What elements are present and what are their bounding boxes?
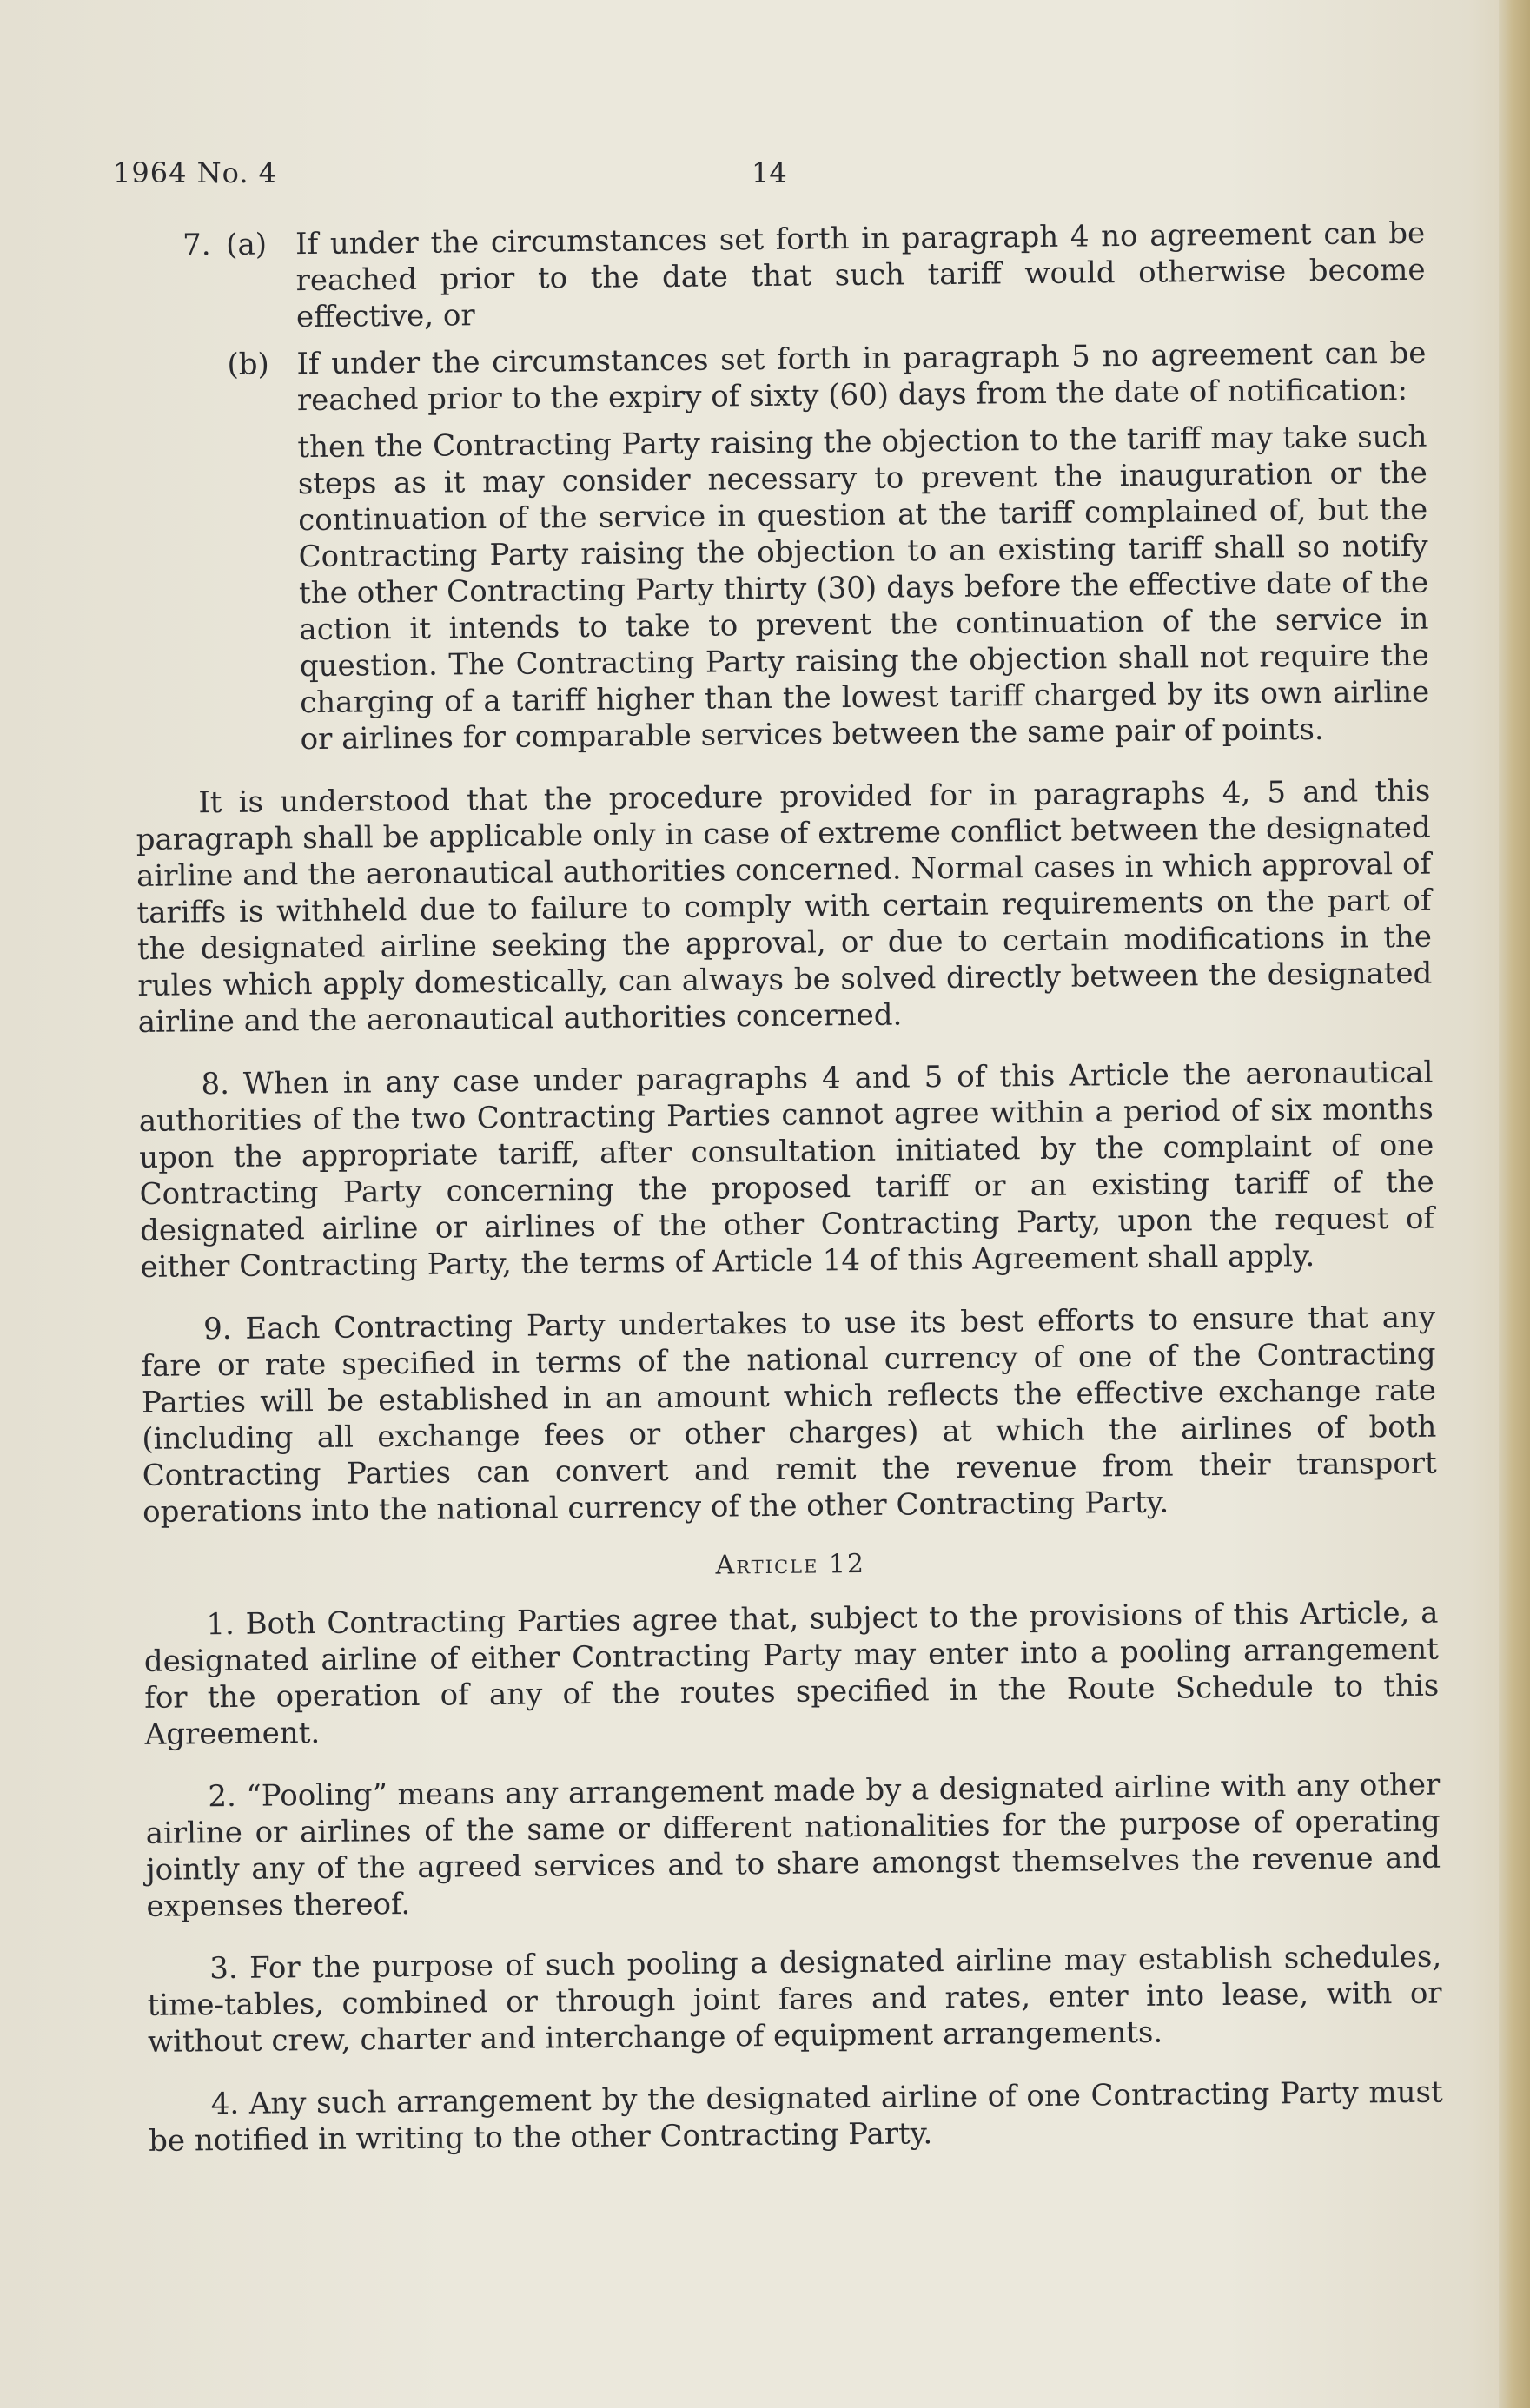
- paragraph-7a-text: If under the circumstances set forth in paragraph 4 no agreement can be reached prior to the date that such tariff would otherwise become effective, or: [295, 215, 1426, 335]
- paragraph-7-number: 7.: [182, 228, 211, 263]
- page-number: 14: [752, 156, 787, 189]
- article-12-paragraph-2: 2. “Pooling” means any arrangement made by a designated airline with any other airline or airlines of the same or different nationalities for the purpose of operating jointly any of the agreed services and to share amongst themselves the revenue and expenses thereof.: [145, 1767, 1441, 1924]
- paragraph-7a: [130, 215, 1426, 337]
- header-year-number: 1964 No. 4: [113, 156, 278, 189]
- page-body: [130, 215, 1443, 2160]
- article-12-paragraph-4: 4. Any such arrangement by the designated airline of one Contracting Party must be notified in writing to the other Contracting Party.: [148, 2074, 1443, 2159]
- paragraph-understood: It is understood that the procedure provided for in paragraphs 4, 5 and this paragraph shall be applicable only in case of extreme conflict between the designated airline and the aeronautical authorities concerned. Normal cases in which approval of tariffs is withheld due to failure to comply with certain requirements on the part of the designated airline seeking the approval, or due to certain modifications in the rules which apply domestically, can always be solved directly between the designated airline and the aeronautical authorities concerned.: [136, 773, 1433, 1040]
- paragraph-7b: [131, 335, 1427, 420]
- article-12-paragraph-1: 1. Both Contracting Parties agree that, subject to the provisions of this Article, a designated airline of either Contracting Party may enter into a pooling arrangement for the operation of any of the routes specified in the Route Schedule to this Agreement.: [143, 1595, 1440, 1752]
- article-heading: Article 12: [715, 1548, 866, 1581]
- paragraph-9: 9. Each Contracting Party undertakes to use its best efforts to ensure that any fare or rate specified in terms of the national currency of one of the Contracting Parties will be established in an amount which reflects the effective exchange rate (including all exchange fees or other charges) at which the airlines of both Contracting Parties can convert and remit the revenue from their transport operations into the national currency of the other Contracting Party.: [141, 1300, 1437, 1530]
- book-spine-edge: [1499, 0, 1530, 2408]
- paragraph-8: 8. When in any case under paragraphs 4 and 5 of this Article the aeronautical authorities of the two Contracting Parties cannot agree within a period of six months upon the appropriate tariff, after consultation initiated by the complaint of one Contracting Party concerning the proposed tariff or an existing tariff of the designated airline or airlines of the other Contracting Party, upon the request of either Contracting Party, the terms of Article 14 of this Agreement shall apply.: [138, 1055, 1435, 1285]
- article-12-paragraph-3: 3. For the purpose of such pooling a designated airline may establish schedules, time-tables, combined or through joint fares and rates, enter into lease, with or without crew, charter and interchange of equipment arrangements.: [147, 1939, 1442, 2060]
- page-header: [113, 156, 1468, 200]
- subparagraph-a-mark: (a): [226, 227, 268, 262]
- paragraph-7-continuation: then the Contracting Party raising the objection to the tariff may take such steps as it may consider necessary to prevent the inauguration or the continuation of the service in question at the tariff complained of, but the Contracting Party raising the objection to an existing tariff shall so notify the other Contracting Party thirty (30) days before the effective date of the action it intends to take to prevent the continuation of the service in question. The Contracting Party raising the objection shall not require the charging of a tariff higher than the lowest tariff charged by its own airline or airlines for comparable services between the same pair of points.: [297, 419, 1430, 757]
- paragraph-7b-text: If under the circumstances set forth in paragraph 5 no agreement can be reached prior to the expiry of sixty (60) days from the date of notification:: [296, 335, 1427, 419]
- subparagraph-b-mark: (b): [227, 347, 270, 382]
